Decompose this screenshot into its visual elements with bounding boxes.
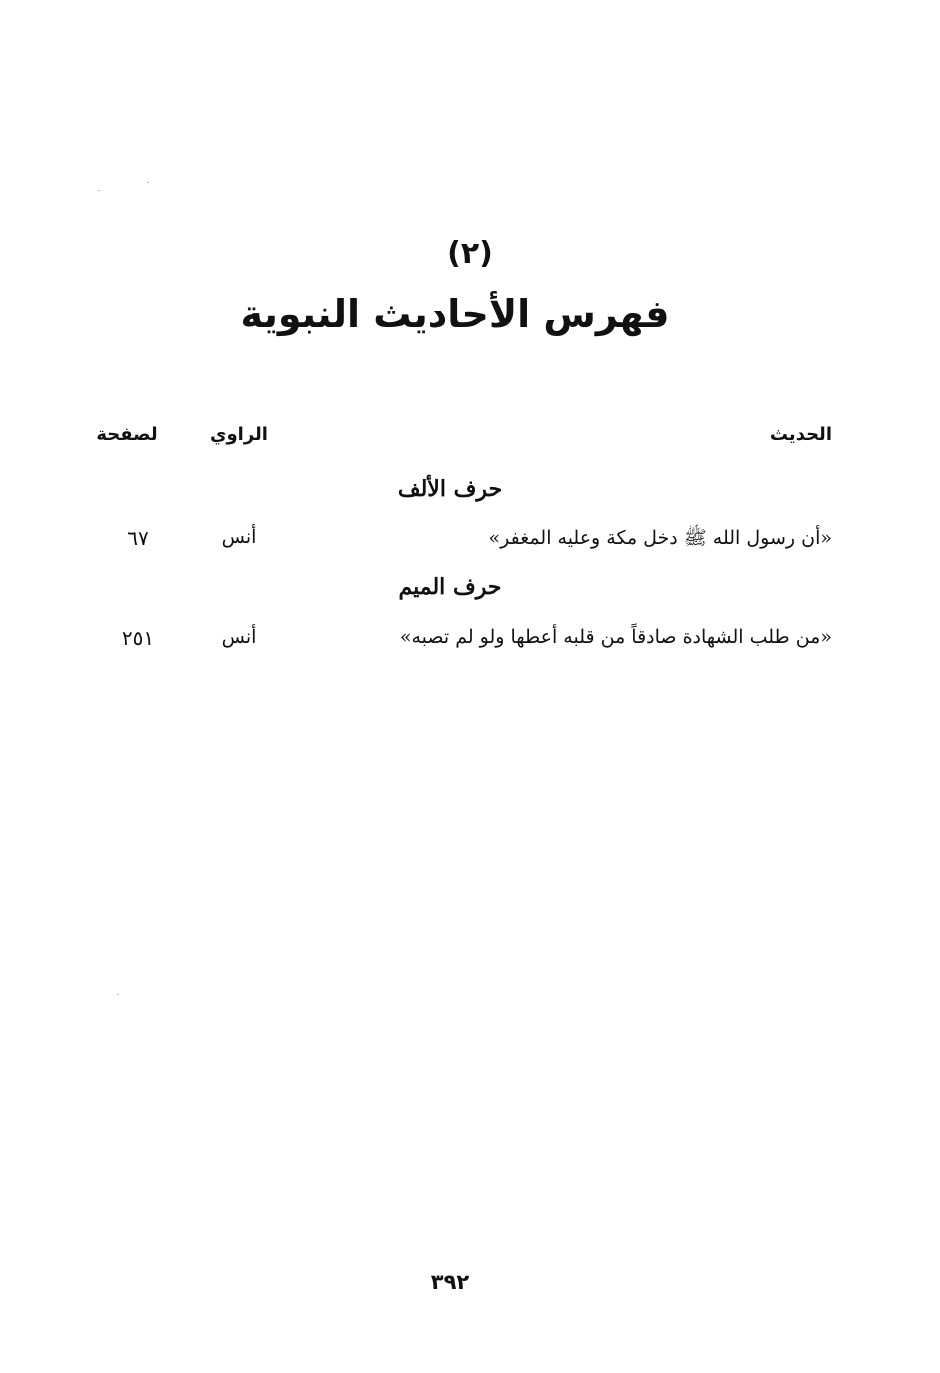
hadith-text: «من طلب الشهادة صادقاً من قلبه أعطها ولو لم تصبه»	[399, 626, 832, 648]
scan-speck	[147, 182, 149, 183]
table-row	[0, 626, 940, 658]
narrator-name: أنس	[221, 526, 257, 548]
page-reference: ٢٥١	[121, 626, 155, 650]
column-header-narrator: الراوي	[210, 424, 268, 445]
page-number: ٣٩٢	[430, 1270, 470, 1294]
scan-speck	[98, 190, 100, 191]
letter-heading-mim: حرف الميم	[398, 574, 502, 600]
column-header-hadith: الحديث	[769, 424, 832, 445]
table-row	[0, 526, 940, 558]
letter-heading-alif: حرف الألف	[397, 476, 503, 502]
page-reference: ٦٧	[127, 526, 149, 550]
column-header-page: لصفحة	[96, 424, 158, 445]
table-header	[0, 424, 940, 454]
narrator-name: أنس	[221, 626, 257, 648]
page-title: فهرس الأحاديث النبوية	[240, 292, 670, 336]
section-number: (٢)	[447, 236, 493, 271]
scan-speck	[117, 994, 119, 995]
hadith-text: «أن رسول الله ﷺ دخل مكة وعليه المغفر»	[488, 527, 832, 549]
